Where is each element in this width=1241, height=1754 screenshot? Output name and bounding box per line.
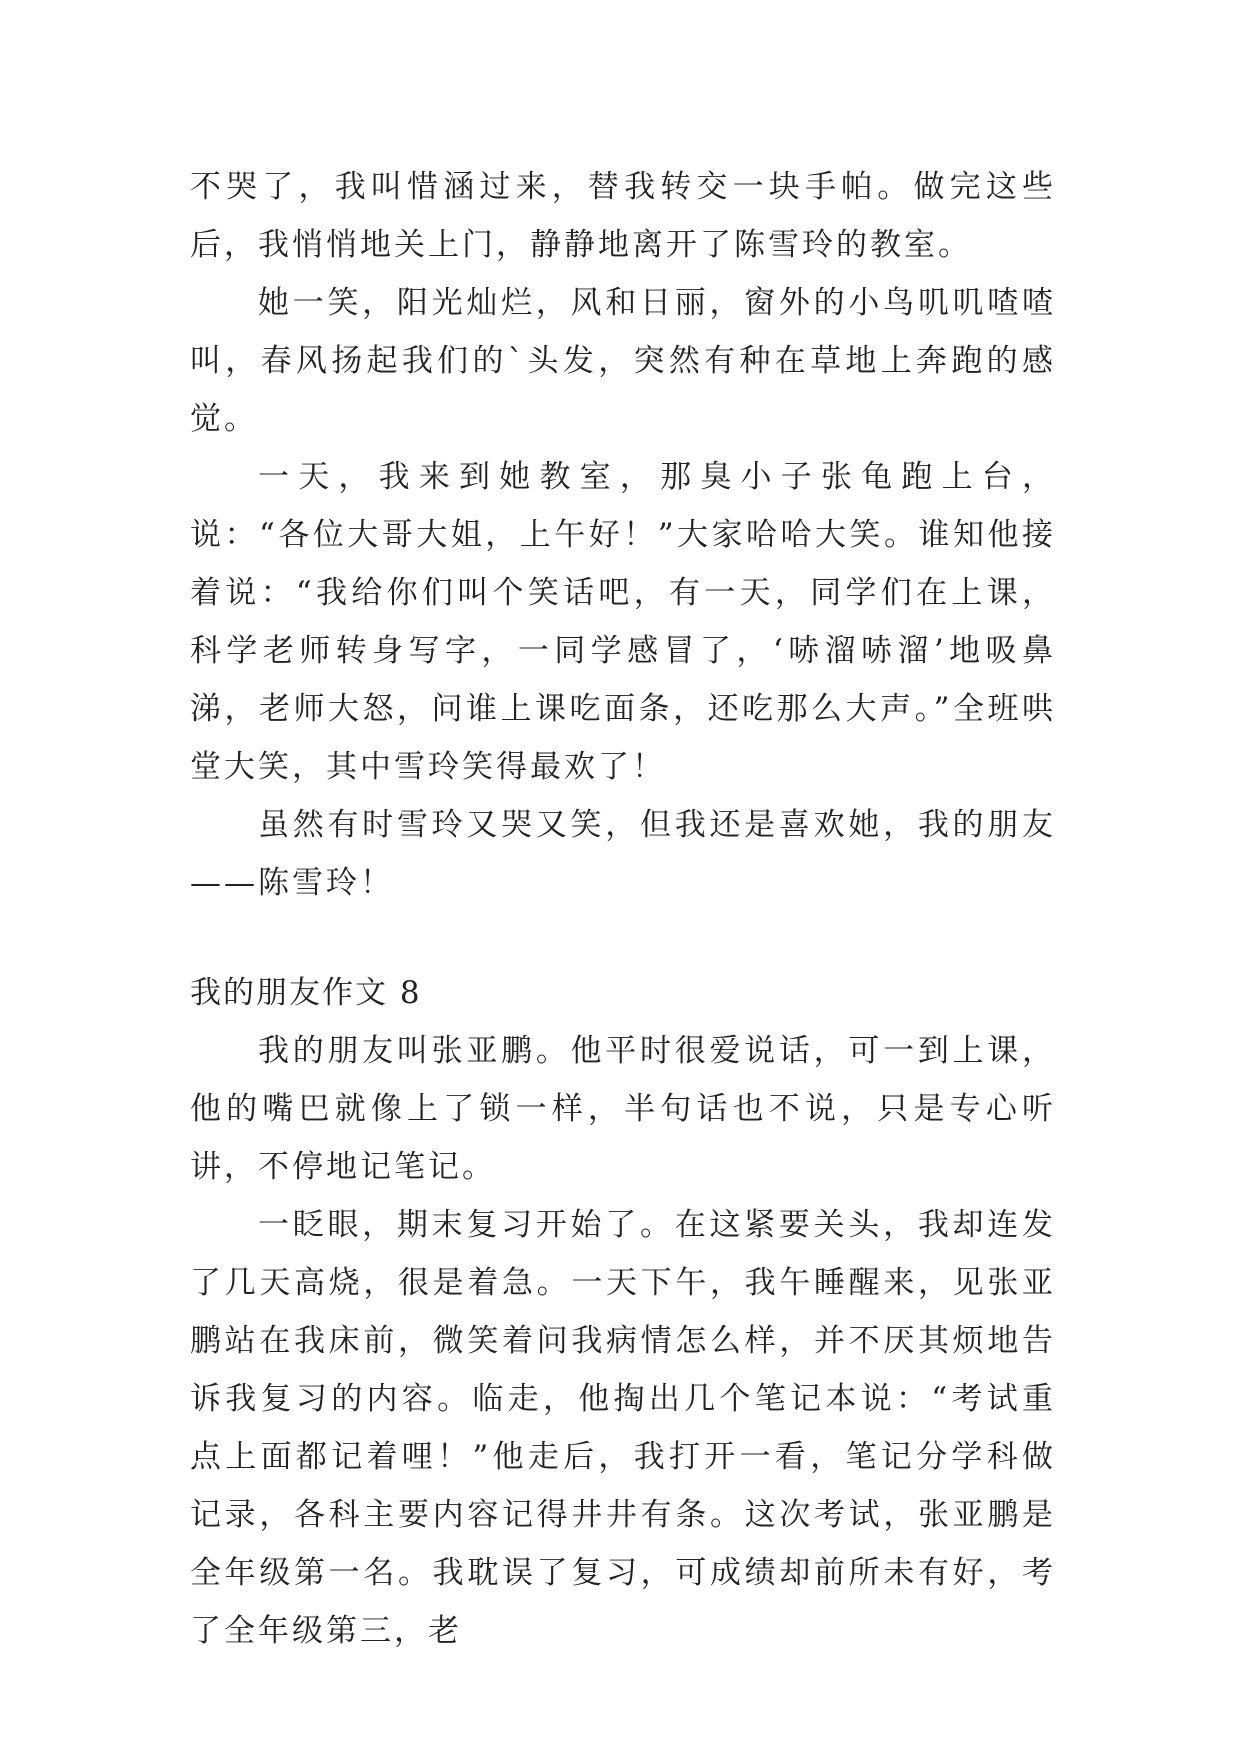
paragraph-2: 她一笑，阳光灿烂，风和日丽，窗外的小鸟叽叽喳喳叫，春风扬起我们的`头发，突然有种在草地上奔跑的感觉。 [190,285,1056,437]
paragraph-4: 虽然有时雪玲又哭又笑，但我还是喜欢她，我的朋友——陈雪玲！ [190,807,1056,901]
paragraph-5: 我的朋友叫张亚鹏。他平时很爱说话，可一到上课，他的嘴巴就像上了锁一样，半句话也不说，只是专心听讲，不停地记笔记。 [190,1033,1056,1185]
paragraph-3: 一天，我来到她教室，那臭小子张龟跑上台，说：“各位大哥大姐，上午好！”大家哈哈大笑。谁知他接着说：“我给你们叫个笑话吧，有一天，同学们在上课，科学老师转身写字，一同学感冒了，‘哧溜哧溜’地吸鼻涕，老师大怒，问谁上课吃面条，还吃那么大声。”全班哄堂大笑，其中雪玲笑得最欢了！ [190,459,1056,785]
document-page [190,158,1056,1660]
section-title: 我的朋友作文 8 [190,975,422,1011]
section-gap [190,912,1056,964]
paragraph-1: 不哭了，我叫惜涵过来，替我转交一块手帕。做完这些后，我悄悄地关上门，静静地离开了陈雪玲的教室。 [190,169,1056,263]
paragraph-6: 一眨眼，期末复习开始了。在这紧要关头，我却连发了几天高烧，很是着急。一天下午，我午睡醒来，见张亚鹏站在我床前，微笑着问我病情怎么样，并不厌其烦地告诉我复习的内容。临走，他掏出几个笔记本说：“考试重点上面都记着哩！”他走后，我打开一看，笔记分学科做记录，各科主要内容记得井井有条。这次考试，张亚鹏是全年级第一名。我耽误了复习，可成绩却前所未有好，考了全年级第三，老 [190,1207,1056,1649]
